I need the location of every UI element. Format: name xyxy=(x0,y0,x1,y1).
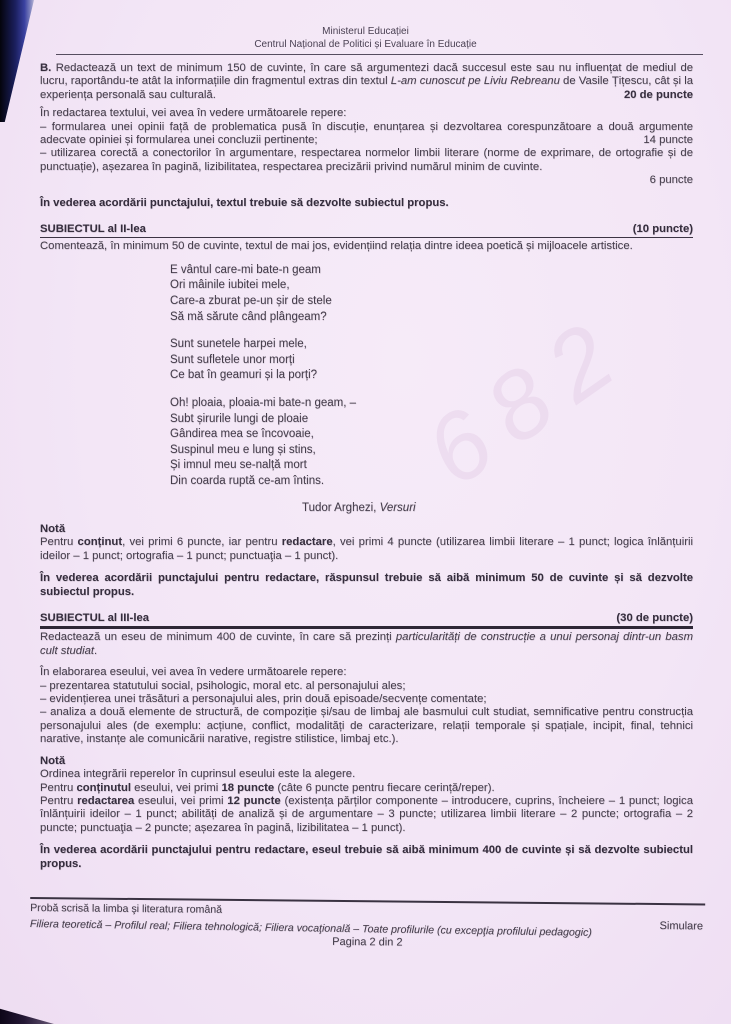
poem-line: Să mă sărute când plângeam? xyxy=(170,310,327,323)
faint-watermark-digits: 682 xyxy=(406,292,649,507)
subject-2-intro: Comentează, în minimum 50 de cuvinte, textul de mai jos, evidențiind relația dintre ideea poetică și mijloacele artistice. xyxy=(40,240,633,253)
nota-3-bold: conținutul xyxy=(76,781,132,794)
subject-3-reper-3: – analiza a două elemente de structură, de compoziție și/sau de limbaj ale basmului cult studiat, semnificative pentru construcția personajului ales (de exemplu: acțiune, conflict, modalități de caracterizare, relații temporale și spațiale, incipit, final, tehnici narative, instanțe ale comunicării narative, registre stilistice, limbaj etc.). xyxy=(40,706,693,746)
poem xyxy=(170,263,693,490)
poem-work-title: Versuri xyxy=(379,501,416,514)
poem-line: Suspinul meu e lung și stins, xyxy=(170,443,316,456)
subject-2-title: SUBIECTUL al II-lea xyxy=(40,223,146,236)
poem-line: Subt șirurile lungi de ploaie xyxy=(170,412,309,425)
nota-3-part: eseului, vei primi xyxy=(131,781,222,794)
poem-line: Sunt sunetele harpei mele, xyxy=(170,338,307,351)
header-divider xyxy=(56,54,703,55)
nota-2-part: Pentru xyxy=(40,536,78,549)
header-ministry-name: Ministerul Educației xyxy=(322,26,409,37)
task-b-requirement: În vederea acordării punctajului, textul trebuie să dezvolte subiectul propus. xyxy=(40,196,449,209)
subject-2-requirement: În vederea acordării punctajului pentru redactare, răspunsul trebuie să aibă minimum 50 de cuvinte și să dezvolte subiectul propus. xyxy=(40,572,693,598)
subject-3-intro-italic: particularități de construcție a unui personaj dintr-un basm cult studiat xyxy=(40,631,693,657)
task-b-text: Redactează un text de minimum 150 de cuvinte, în care să argumentezi dacă succesul este sau nu influențat de mediul de lucru, raportându-te atât la informațiile din fragmentul extras din textul xyxy=(40,62,694,88)
subject-3-intro xyxy=(40,631,693,658)
nota-2-part: , vei primi 6 puncte, iar pentru xyxy=(122,536,282,549)
poem-line: Care-a zburat pe-un șir de stele xyxy=(170,295,332,308)
poem-stanza-1 xyxy=(170,263,693,325)
nota-3-part: (existența părților componente – introducere, cuprins, încheiere – 1 punct; logica înlănțuirii ideilor – 1 punct; abilități de analiză și de argumentare – 3 puncte; utilizarea limbii literare – 2 puncte; ortografia – 2 puncte; punctuaţia – 2 puncte; așezarea în pagină, lizibilitatea – 1 punct). xyxy=(40,794,693,834)
subject-3-repere-intro: În elaborarea eseului, vei avea în vedere următoarele repere: xyxy=(40,666,347,679)
task-b-text-end: de Vasile Țițescu, cât și la experiența personală sau culturală. xyxy=(40,75,693,101)
nota-3-bold: redactarea xyxy=(77,794,135,807)
ministry-header xyxy=(0,0,731,51)
subject-3-reper-1: – prezentarea statutului social, psihologic, moral etc. al personajului ales; xyxy=(40,679,406,692)
nota-3-bold: 12 puncte xyxy=(227,794,281,807)
poem-line: Oh! ploaia, ploaia-mi bate-n geam, – xyxy=(170,397,357,410)
poem-line: Ce bat în geamuri și la porți? xyxy=(170,369,318,382)
subject-3-points: (30 de puncte) xyxy=(616,612,693,625)
bullet-1-points: 14 puncte xyxy=(643,134,693,147)
task-b-paragraph xyxy=(40,62,693,102)
task-b-bullet-2: – utilizarea corectă a conectorilor în argumentare, respectarea normelor limbii literare (norme de exprimare, de ortografie și de punctuație), așezarea în pagină, lizibilitatea, respectarea precizării privind numărul minim de cuvinte. xyxy=(40,147,693,173)
nota-2-part: , vei primi 4 puncte (utilizarea limbii literare – 1 punct; logica înlănțuirii ideilor – 1 punct; ortografia – 1 punct; punctuaţia – 1 punct). xyxy=(40,536,693,562)
nota-3-part: (câte 6 puncte pentru fiecare cerință/reper). xyxy=(274,781,495,794)
nota-3-part: eseului, vei primi xyxy=(134,794,228,807)
subject-3-intro-text: Redactează un eseu de minimum 400 de cuvinte, în care să prezinți xyxy=(40,631,396,644)
task-b-bullet-1 xyxy=(40,121,693,148)
exam-body xyxy=(40,62,693,871)
header-center-name: Centrul Național de Politici și Evaluare în Educație xyxy=(254,39,477,50)
subject-3-title: SUBIECTUL al III-lea xyxy=(40,612,150,625)
subject-2-nota-label: Notă xyxy=(40,523,66,535)
scan-dark-corner-top-left xyxy=(0,0,34,122)
bullet-1-text: – formularea unei opinii față de problematica pusă în discuție, enunțarea și dezvoltarea corespunzătoare a două argumente adecvate opiniei și formularea unei concluzii pertinente; xyxy=(40,120,693,147)
bullet-2-points: 6 puncte xyxy=(649,174,693,187)
subject-3-intro-end: . xyxy=(94,644,98,657)
poem-stanza-2 xyxy=(170,337,693,384)
nota-2-bold: redactare xyxy=(281,536,333,549)
page-footer xyxy=(30,897,705,952)
poem-line: Ori mâinile iubitei mele, xyxy=(170,279,290,292)
subject-3-reper-2: – evidențierea unei trăsături a personajului ales, prin două episoade/secvențe comentate; xyxy=(40,693,487,706)
nota-3-part: Pentru xyxy=(40,781,77,794)
nota-3-part: Pentru xyxy=(40,794,78,807)
subject-2-heading-row xyxy=(40,223,693,238)
subject-3-nota-line-3 xyxy=(40,795,693,835)
nota-3-bold: 18 puncte xyxy=(221,781,275,794)
task-b-label: B. xyxy=(40,62,52,74)
subject-3-nota-line-2 xyxy=(40,782,693,795)
poem-stanza-3 xyxy=(170,396,693,490)
poem-author: Tudor Arghezi, xyxy=(302,501,377,514)
subject-3-heading-row xyxy=(40,612,693,629)
task-b-repere-intro: În redactarea textului, vei avea în vedere următoarele repere: xyxy=(40,107,347,120)
subject-2-points: (10 puncte) xyxy=(632,223,693,236)
footer-simulare-label: Simulare xyxy=(659,920,704,933)
task-b-points: 20 de puncte xyxy=(623,88,693,101)
poem-line: Și imnul meu se-nalță mort xyxy=(170,459,307,472)
poem-line: E vântul care-mi bate-n geam xyxy=(170,263,321,276)
subject-3-nota-line-1: Ordinea integrării reperelor în cuprinsul eseului este la alegere. xyxy=(40,768,356,781)
nota-2-bold: conținut xyxy=(77,536,123,549)
subject-3-nota-label: Notă xyxy=(40,754,66,767)
poem-line: Din coarda ruptă ce-am întins. xyxy=(170,475,325,487)
task-b-source-title: L-am cunoscut pe Liviu Rebreanu xyxy=(390,75,560,88)
poem-line: Sunt sufletele unor morți xyxy=(170,353,295,366)
poem-line: Gândirea mea se încovoaie, xyxy=(170,428,314,441)
subject-2-nota-text xyxy=(40,536,693,563)
poem-attribution xyxy=(302,502,693,515)
scan-dark-corner-bottom-left xyxy=(0,1007,54,1024)
footer-exam-name: Probă scrisă la limba şi literatura română xyxy=(30,902,223,916)
footer-filiera-line: Filiera teoretică – Profilul real; Filiera tehnologică; Filiera vocaţională – Toate profilurile (cu excepţia profilului pedagogic) xyxy=(29,918,592,939)
subject-3-requirement: În vederea acordării punctajului pentru redactare, eseul trebuie să aibă minimum 400 de cuvinte și să dezvolte subiectul propus. xyxy=(40,844,693,870)
footer-page-number: Pagina 2 din 2 xyxy=(332,935,403,949)
